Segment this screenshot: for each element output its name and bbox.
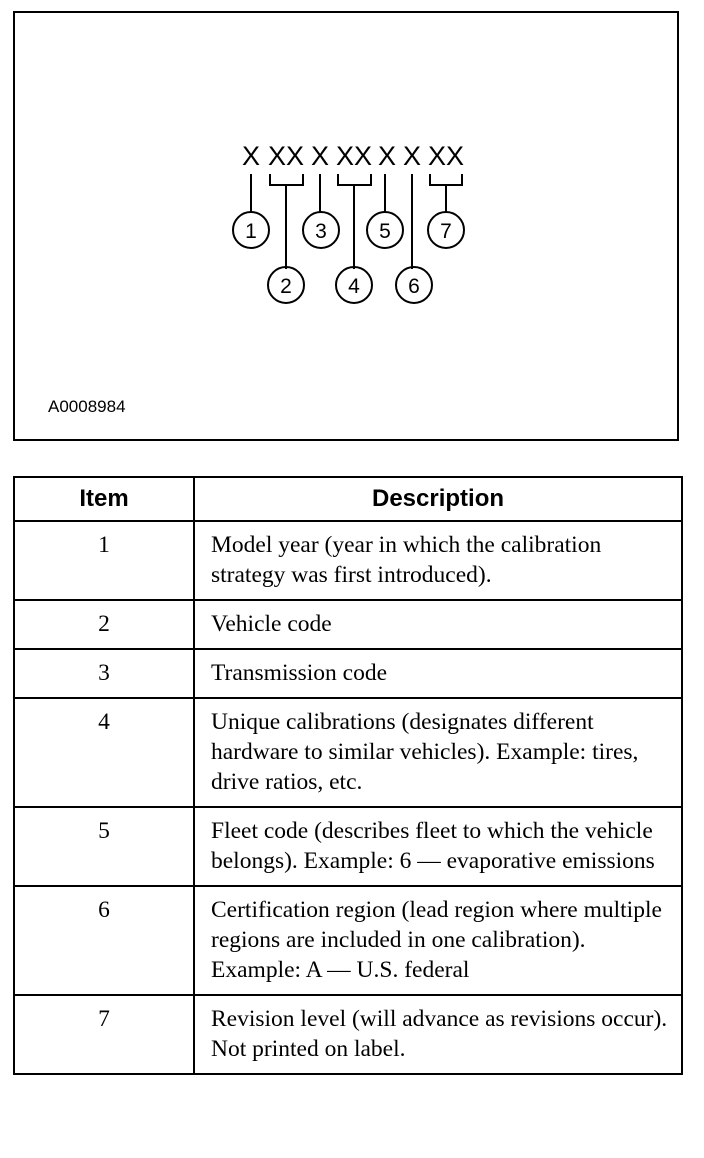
code-part-5: X — [377, 141, 397, 171]
callout-label-7: 7 — [440, 220, 452, 243]
row-description: Transmission code — [194, 649, 682, 698]
table-row — [14, 807, 682, 886]
row-description: Certification region (lead region where multiple regions are included in one calibration). Example: A — U.S. federal — [194, 886, 682, 995]
item-description-table — [13, 476, 683, 1075]
row-item: 4 — [14, 698, 194, 807]
row-item: 2 — [14, 600, 194, 649]
row-description: Fleet code (describes fleet to which the vehicle belongs). Example: 6 — evaporative emissions — [194, 807, 682, 886]
code-part-6: X — [402, 141, 422, 171]
callout-label-2: 2 — [280, 275, 292, 298]
callout-label-5: 5 — [379, 220, 391, 243]
table-row — [14, 521, 682, 600]
table-row — [14, 698, 682, 807]
callout-label-6: 6 — [408, 275, 420, 298]
calibration-code-figure — [13, 11, 679, 441]
row-item: 7 — [14, 995, 194, 1074]
row-description: Vehicle code — [194, 600, 682, 649]
code-part-1: X — [241, 141, 261, 171]
callout-label-3: 3 — [315, 220, 327, 243]
row-item: 5 — [14, 807, 194, 886]
row-description: Revision level (will advance as revisions occur). Not printed on label. — [194, 995, 682, 1074]
row-item: 6 — [14, 886, 194, 995]
code-part-2: XX — [267, 141, 305, 171]
header-description: Description — [194, 477, 682, 521]
row-item: 3 — [14, 649, 194, 698]
code-part-4: XX — [335, 141, 373, 171]
header-item: Item — [14, 477, 194, 521]
leader-bracket-2 — [270, 174, 303, 269]
table-row — [14, 886, 682, 995]
callout-diagram — [15, 13, 681, 443]
code-part-7: XX — [427, 141, 465, 171]
table-row — [14, 995, 682, 1074]
code-part-3: X — [310, 141, 330, 171]
row-description: Unique calibrations (designates different hardware to similar vehicles). Example: tires, drive ratios, etc. — [194, 698, 682, 807]
figure-id: A0008984 — [48, 397, 126, 416]
table-row — [14, 600, 682, 649]
row-description: Model year (year in which the calibration strategy was first introduced). — [194, 521, 682, 600]
leader-bracket-4 — [338, 174, 371, 269]
table-header-row — [14, 477, 682, 521]
row-item: 1 — [14, 521, 194, 600]
leader-bracket-7 — [430, 174, 462, 212]
callout-label-4: 4 — [348, 275, 360, 298]
table-row — [14, 649, 682, 698]
callout-label-1: 1 — [245, 220, 257, 243]
